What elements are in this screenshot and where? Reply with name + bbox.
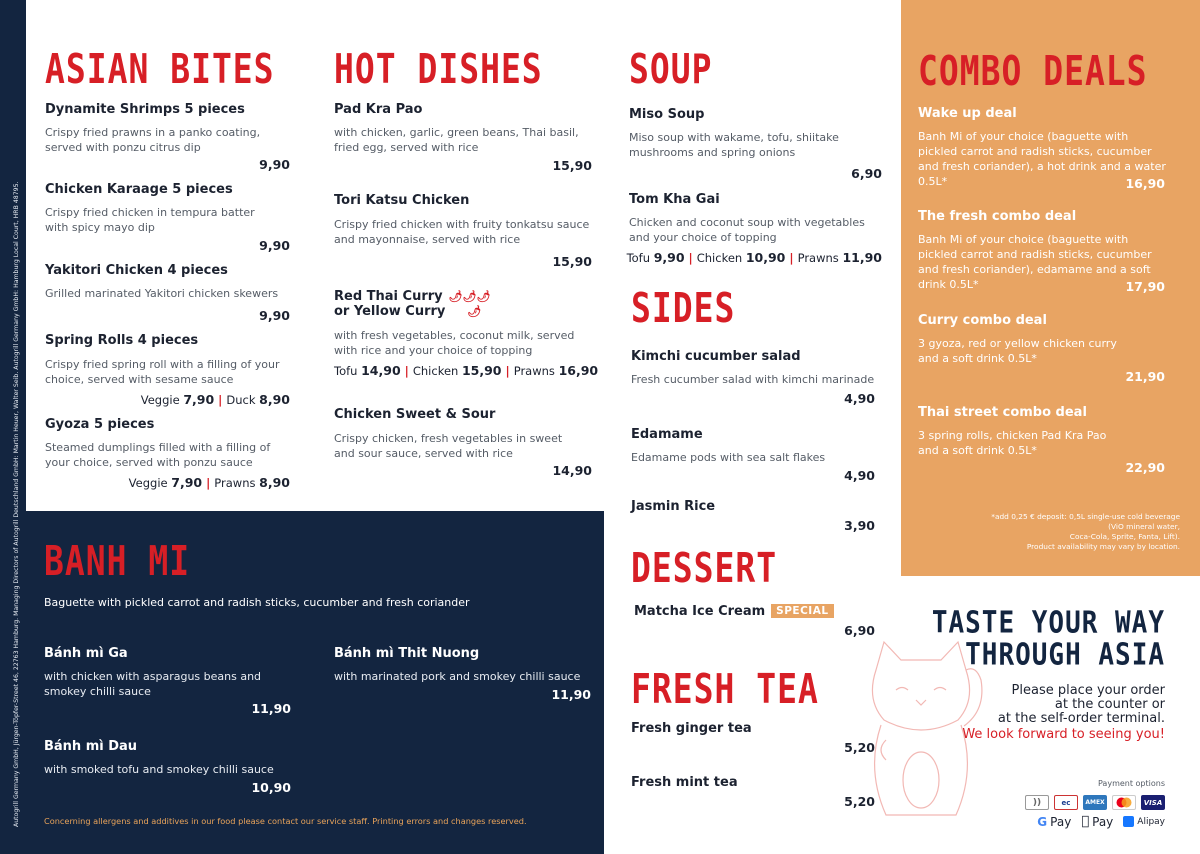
combo-deals-panel bbox=[901, 0, 1200, 576]
tagline-line1: TASTE YOUR WAY bbox=[931, 605, 1165, 641]
item-price: 10,90 bbox=[251, 780, 291, 795]
separator: | bbox=[404, 364, 409, 378]
item-name bbox=[334, 304, 481, 319]
item-desc: Crispy fried prawns in a panko coating, served with ponzu citrus dip bbox=[45, 126, 261, 154]
apple-pay-text: Pay bbox=[1092, 814, 1114, 828]
item-price: 6,90 bbox=[844, 623, 875, 638]
footnote-line: *add 0,25 € deposit: 0,5L single-use cold beverage bbox=[991, 512, 1180, 521]
option-price: 7,90 bbox=[183, 392, 215, 407]
amex-text: AMEX bbox=[1085, 799, 1105, 806]
option-label: Prawns bbox=[214, 476, 256, 490]
item-name: Jasmin Rice bbox=[631, 499, 716, 514]
tagline-heading bbox=[932, 607, 1165, 671]
item-price: 21,90 bbox=[1125, 369, 1165, 384]
ec-text: ec bbox=[1061, 798, 1071, 807]
item-name: Gyoza 5 pieces bbox=[45, 417, 155, 432]
item-options bbox=[334, 363, 598, 378]
item-desc: with fresh vegetables, coconut milk, served with rice and your choice of topping bbox=[334, 329, 575, 357]
separator: | bbox=[688, 251, 693, 265]
visa-text: VISA bbox=[1143, 798, 1163, 807]
option-label: Tofu bbox=[334, 364, 358, 378]
item-desc: Edamame pods with sea salt flakes bbox=[631, 451, 826, 464]
special-badge: SPECIAL bbox=[771, 604, 833, 618]
item-price: 6,90 bbox=[851, 166, 882, 181]
chili-icon: 🌶🌶🌶 bbox=[448, 290, 491, 303]
banh-mi-panel bbox=[26, 511, 604, 854]
item-price: 16,90 bbox=[1125, 176, 1165, 191]
item-desc: Miso soup with wakame, tofu, shiitake mushrooms and spring onions bbox=[629, 131, 839, 159]
item-price: 11,90 bbox=[551, 687, 591, 702]
dessert-title: DESSERT bbox=[631, 543, 778, 592]
item-desc: with smoked tofu and smokey chilli sauce bbox=[44, 763, 274, 776]
separator: | bbox=[789, 251, 794, 265]
order-line: at the self-order terminal. bbox=[997, 711, 1165, 726]
look-forward-text: We look forward to seeing you! bbox=[962, 727, 1165, 742]
item-name: Bánh mì Ga bbox=[44, 646, 128, 661]
item-name: Kimchi cucumber salad bbox=[631, 349, 801, 364]
option-price: 9,90 bbox=[653, 250, 685, 265]
item-name: Edamame bbox=[631, 427, 703, 442]
option-price: 14,90 bbox=[361, 363, 401, 378]
item-price: 11,90 bbox=[251, 701, 291, 716]
payment-cards bbox=[1025, 795, 1165, 810]
combo-footnote bbox=[991, 512, 1180, 552]
order-line: Please place your order bbox=[1011, 683, 1165, 698]
option-price: 11,90 bbox=[842, 250, 882, 265]
option-label: Veggie bbox=[140, 393, 180, 407]
item-name-line1: Red Thai Curry bbox=[334, 289, 443, 304]
item-desc: Crispy fried chicken with fruity tonkatsu sauce and mayonnaise, served with rice bbox=[334, 218, 590, 246]
item-name: Spring Rolls 4 pieces bbox=[45, 333, 199, 348]
item-desc: 3 gyoza, red or yellow chicken curry and a soft drink 0.5L* bbox=[918, 337, 1117, 365]
apple-pay-icon bbox=[1081, 814, 1113, 829]
option-label: Veggie bbox=[128, 476, 168, 490]
item-options bbox=[627, 250, 882, 265]
item-name-line2: or Yellow Curry bbox=[334, 304, 446, 319]
separator: | bbox=[206, 476, 211, 490]
hot-dishes-title: HOT DISHES bbox=[334, 44, 543, 93]
item-price: 9,90 bbox=[259, 308, 290, 323]
item-name: Yakitori Chicken 4 pieces bbox=[45, 263, 228, 278]
asian-bites-title: ASIAN BITES bbox=[45, 44, 275, 93]
item-price: 15,90 bbox=[552, 254, 592, 269]
option-price: 15,90 bbox=[461, 363, 502, 378]
option-price: 7,90 bbox=[171, 475, 203, 490]
option-label: Duck bbox=[226, 393, 256, 407]
option-label: Chicken bbox=[696, 251, 743, 265]
option-price: 16,90 bbox=[558, 363, 599, 378]
option-price: 8,90 bbox=[259, 392, 290, 407]
contactless-icon: )) bbox=[1025, 795, 1049, 810]
alipay-icon bbox=[1123, 816, 1165, 827]
footnote-line: (ViO mineral water, bbox=[1108, 522, 1180, 531]
google-pay-icon: G Pay bbox=[1037, 814, 1072, 829]
item-name: Bánh mì Dau bbox=[44, 739, 138, 754]
payment-wallets bbox=[1037, 814, 1165, 829]
legal-strip bbox=[0, 0, 26, 854]
item-name: Curry combo deal bbox=[918, 313, 1047, 328]
item-options bbox=[129, 475, 290, 490]
item-name: Bánh mì Thit Nuong bbox=[334, 646, 480, 661]
item-name: Tom Kha Gai bbox=[629, 192, 720, 207]
item-desc: Crispy fried spring roll with a filling of your choice, served with sesame sauce bbox=[45, 358, 280, 386]
alipay-text: Alipay bbox=[1137, 816, 1165, 826]
option-label: Prawns bbox=[513, 364, 555, 378]
item-price: 9,90 bbox=[259, 238, 290, 253]
mastercard-icon bbox=[1112, 795, 1136, 810]
option-label: Prawns bbox=[797, 251, 839, 265]
item-price: 22,90 bbox=[1125, 460, 1165, 475]
allergen-disclaimer: Concerning allergens and additives in our food please contact our service staff. Printing errors and changes reserved. bbox=[44, 816, 527, 826]
item-desc: Steamed dumplings filled with a filling of your choice, served with ponzu sauce bbox=[45, 441, 271, 469]
ec-card-icon bbox=[1054, 795, 1078, 810]
footnote-line: Product availability may vary by location. bbox=[1026, 542, 1180, 551]
item-desc: 3 spring rolls, chicken Pad Kra Pao and a soft drink 0.5L* bbox=[918, 429, 1107, 457]
item-name-text: Matcha Ice Cream bbox=[634, 604, 766, 619]
item-desc: with chicken with asparagus beans and smokey chilli sauce bbox=[44, 670, 262, 698]
item-name: Tori Katsu Chicken bbox=[334, 193, 470, 208]
item-name: The fresh combo deal bbox=[918, 209, 1077, 224]
chili-icon: 🌶 bbox=[467, 305, 482, 318]
option-label: Tofu bbox=[626, 251, 651, 265]
item-price: 5,20 bbox=[844, 794, 875, 809]
item-name: Wake up deal bbox=[918, 106, 1017, 121]
banh-mi-title: BANH MI bbox=[44, 536, 191, 585]
separator: | bbox=[218, 393, 223, 407]
item-name: Fresh ginger tea bbox=[631, 721, 752, 736]
payment-label: Payment options bbox=[1097, 779, 1165, 788]
banh-mi-intro: Baguette with pickled carrot and radish sticks, cucumber and fresh coriander bbox=[44, 596, 470, 609]
order-line: at the counter or bbox=[1054, 697, 1165, 712]
tagline-line2: THROUGH ASIA bbox=[965, 638, 1165, 673]
item-price: 4,90 bbox=[844, 468, 875, 483]
item-name bbox=[634, 604, 834, 619]
item-name: Miso Soup bbox=[629, 107, 705, 122]
item-price: 17,90 bbox=[1125, 279, 1165, 294]
item-desc: Fresh cucumber salad with kimchi marinade bbox=[631, 373, 875, 386]
fresh-tea-title: FRESH TEA bbox=[631, 664, 819, 713]
item-desc: Crispy fried chicken in tempura batter with spicy mayo dip bbox=[45, 206, 255, 234]
item-desc: Chicken and coconut soup with vegetables and your choice of topping bbox=[629, 216, 865, 244]
item-name: Dynamite Shrimps 5 pieces bbox=[45, 102, 245, 117]
item-desc: Grilled marinated Yakitori chicken skewers bbox=[45, 287, 279, 300]
footnote-line: Coca-Cola, Sprite, Fanta, Lift). bbox=[1069, 532, 1180, 541]
item-name: Chicken Karaage 5 pieces bbox=[45, 182, 233, 197]
item-name bbox=[334, 289, 491, 304]
item-price: 4,90 bbox=[844, 391, 875, 406]
item-price: 5,20 bbox=[844, 740, 875, 755]
item-price: 9,90 bbox=[259, 157, 290, 172]
option-label: Chicken bbox=[412, 364, 459, 378]
visa-icon bbox=[1141, 795, 1165, 810]
item-desc: Banh Mi of your choice (baguette with pickled carrot and radish sticks, cucumber and fresh coriander), edamame and a soft drink 0.5L* bbox=[918, 233, 1152, 291]
amex-icon bbox=[1083, 795, 1107, 810]
item-price: 14,90 bbox=[552, 463, 592, 478]
item-price: 3,90 bbox=[844, 518, 875, 533]
item-name: Pad Kra Pao bbox=[334, 102, 423, 117]
item-name: Chicken Sweet & Sour bbox=[334, 407, 496, 422]
mastercard-circles bbox=[1115, 797, 1133, 808]
legal-text: Autogrill Germany GmbH, Jürgen-Töpfer-Street 46, 22763 Hamburg. Managing Directors of Autogrill Deutschland GmbH: Martin Heuer, Walter Seib. Autogrill Germany GmbH: Hamburg Local Court, HRB 48795. bbox=[13, 181, 20, 827]
item-desc: Crispy chicken, fresh vegetables in sweet and sour sauce, served with rice bbox=[334, 432, 563, 460]
google-pay-text: Pay bbox=[1050, 814, 1072, 829]
soup-title: SOUP bbox=[629, 44, 713, 93]
combo-deals-title: COMBO DEALS bbox=[918, 46, 1148, 95]
item-name: Thai street combo deal bbox=[918, 405, 1087, 420]
item-price: 15,90 bbox=[552, 158, 592, 173]
item-desc: Banh Mi of your choice (baguette with pickled carrot and radish sticks, cucumber and fresh coriander), a hot drink and a water 0.5L* bbox=[918, 130, 1166, 188]
item-desc: with marinated pork and smokey chilli sauce bbox=[334, 670, 581, 683]
item-options bbox=[141, 392, 290, 407]
option-price: 10,90 bbox=[745, 250, 786, 265]
item-name: Fresh mint tea bbox=[631, 775, 738, 790]
item-desc: with chicken, garlic, green beans, Thai basil, fried egg, served with rice bbox=[334, 126, 579, 154]
sides-title: SIDES bbox=[631, 283, 736, 332]
option-price: 8,90 bbox=[259, 475, 290, 490]
order-instructions bbox=[998, 684, 1165, 726]
separator: | bbox=[505, 364, 510, 378]
